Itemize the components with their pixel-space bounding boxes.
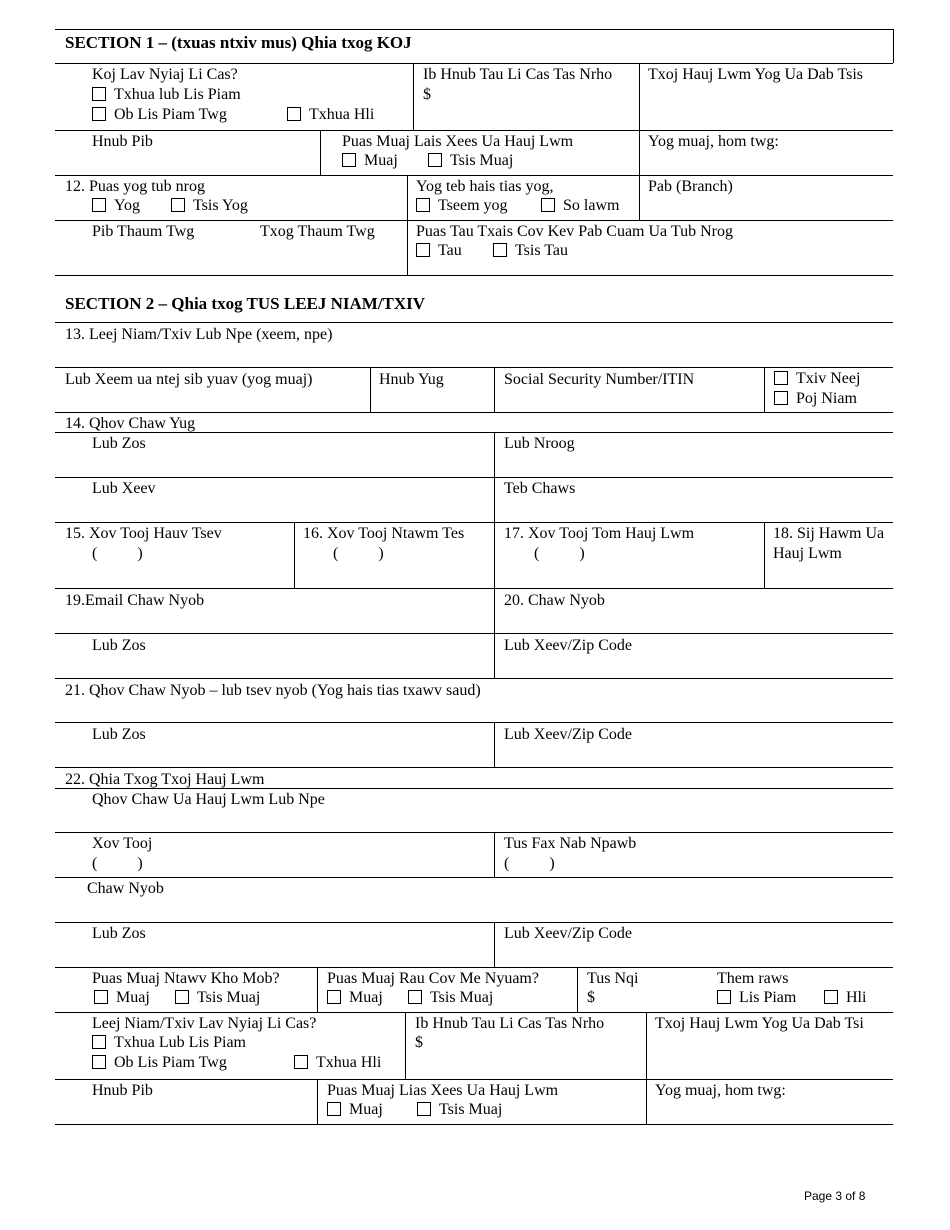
q16-cell-phone-label: 16. Xov Tooj Ntawm Tes [303, 525, 465, 542]
paid-leave-label: Puas Muaj Lais Xees Ua Hauj Lwm [342, 133, 574, 150]
parent-income-currency: $ [415, 1034, 423, 1051]
military-label: 12. Puas yog tub nrog [65, 178, 205, 195]
pay-frequency-label: Koj Lav Nyiaj Li Cas? [92, 66, 238, 83]
job-label: Txoj Hauj Lwm Yog Ua Dab Tsis [648, 66, 864, 83]
mother-label: Poj Niam [796, 390, 857, 407]
premium-amount-label: Tus Nqi [587, 970, 639, 987]
work-phone-paren: ( ) [534, 545, 585, 562]
military-no-label: Tsis Yog [193, 197, 248, 214]
residence-state-zip-label: Lub Xeev/Zip Code [504, 726, 632, 743]
children-coverage-label: Puas Muaj Rau Cov Me Nyuam? [327, 970, 539, 987]
birth-county-label: Lub Nroog [504, 435, 575, 452]
q19-email-label: 19.Email Chaw Nyob [65, 592, 205, 609]
birth-city-label: Lub Zos [92, 435, 146, 452]
q17-work-phone-label: 17. Xov Tooj Tom Hauj Lwm [504, 525, 695, 542]
benefits-not-received-label: Tsis Tau [515, 242, 569, 259]
start-date-label: Hnub Pib [92, 133, 153, 150]
benefits-not-received-checkbox[interactable] [493, 243, 507, 257]
children-no-label: Tsis Muaj [430, 989, 494, 1006]
address-city-label: Lub Zos [92, 637, 146, 654]
weekly-checkbox[interactable] [92, 87, 106, 101]
employer-address-label: Chaw Nyob [87, 880, 164, 897]
birth-state-label: Lub Xeev [92, 480, 156, 497]
parent-leave-no-checkbox[interactable] [417, 1102, 431, 1116]
military-yes-checkbox[interactable] [92, 198, 106, 212]
active-checkbox[interactable] [416, 198, 430, 212]
q20-address-label: 20. Chaw Nyob [504, 592, 605, 609]
active-label: Tseem yog [438, 197, 508, 214]
employer-name-label: Qhov Chaw Ua Hauj Lwm Lub Npe [92, 791, 325, 808]
home-phone-paren: ( ) [92, 545, 143, 562]
paid-leave-no-checkbox[interactable] [428, 153, 442, 167]
retired-label: So lawm [563, 197, 620, 214]
monthly-label: Txhua Hli [309, 106, 375, 123]
retired-checkbox[interactable] [541, 198, 555, 212]
children-yes-label: Muaj [349, 989, 383, 1006]
parent-leave-yes-checkbox[interactable] [327, 1102, 341, 1116]
ssn-label: Social Security Number/ITIN [504, 371, 695, 388]
military-yes-label: Yog [114, 197, 140, 214]
vet-benefits-label: Puas Tau Txais Cov Kev Pab Cuam Ua Tub Nrog [416, 223, 733, 240]
parent-biweekly-label: Ob Lis Piam Twg [114, 1054, 227, 1071]
paid-leave-no-label: Tsis Muaj [450, 152, 514, 169]
maiden-name-label: Lub Xeem ua ntej sib yuav (yog muaj) [65, 371, 313, 388]
monthly-checkbox[interactable] [287, 107, 301, 121]
benefits-received-label: Tau [438, 242, 462, 259]
parent-paid-leave-label: Puas Muaj Lias Xees Ua Hauj Lwm [327, 1082, 559, 1099]
if-military-label: Yog teb hais tias yog, [416, 178, 554, 195]
paid-leave-yes-checkbox[interactable] [342, 153, 356, 167]
address-state-zip-label: Lub Xeev/Zip Code [504, 637, 632, 654]
employer-fax-label: Tus Fax Nab Npawb [504, 835, 637, 852]
children-yes-checkbox[interactable] [327, 990, 341, 1004]
premium-weekly-label: Lis Piam [739, 989, 797, 1006]
income-currency: $ [423, 86, 431, 103]
paid-per-label: Them raws [717, 970, 789, 987]
q18-work-hours-line1: 18. Sij Hawm Ua [773, 525, 885, 542]
q18-work-hours-line2: Hauj Lwm [773, 545, 842, 562]
section2-title: SECTION 2 – Qhia txog TUS LEEJ NIAM/TXIV [65, 294, 426, 313]
residence-city-label: Lub Zos [92, 726, 146, 743]
q14-birthplace: 14. Qhov Chaw Yug [65, 415, 196, 432]
benefits-received-checkbox[interactable] [416, 243, 430, 257]
health-yes-checkbox[interactable] [94, 990, 108, 1004]
end-time-label: Txog Thaum Twg [260, 223, 375, 240]
parent-monthly-checkbox[interactable] [294, 1055, 308, 1069]
employer-phone-paren: ( ) [92, 855, 143, 872]
dob-label: Hnub Yug [379, 371, 444, 388]
biweekly-label: Ob Lis Piam Twg [114, 106, 227, 123]
father-checkbox[interactable] [774, 371, 788, 385]
health-no-checkbox[interactable] [175, 990, 189, 1004]
q15-home-phone-label: 15. Xov Tooj Hauv Tsev [65, 525, 222, 542]
page-number: Page 3 of 8 [804, 1189, 866, 1203]
branch-label: Pab (Branch) [648, 178, 733, 195]
weekly-label: Txhua lub Lis Piam [114, 86, 241, 103]
employer-fax-paren: ( ) [504, 855, 555, 872]
q22-employment-label: 22. Qhia Txog Txoj Hauj Lwm [65, 771, 265, 788]
military-no-checkbox[interactable] [171, 198, 185, 212]
parent-biweekly-checkbox[interactable] [92, 1055, 106, 1069]
biweekly-checkbox[interactable] [92, 107, 106, 121]
start-time-label: Pib Thaum Twg [92, 223, 195, 240]
income-label: Ib Hnub Tau Li Cas Tas Nrho [423, 66, 613, 83]
parent-if-yes-label: Yog muaj, hom twg: [655, 1082, 786, 1099]
employer-state-zip-label: Lub Xeev/Zip Code [504, 925, 632, 942]
parent-pay-label: Leej Niam/Txiv Lav Nyiaj Li Cas? [92, 1015, 317, 1032]
children-no-checkbox[interactable] [408, 990, 422, 1004]
mother-checkbox[interactable] [774, 391, 788, 405]
q13-parent-name: 13. Leej Niam/Txiv Lub Npe (xeem, npe) [65, 326, 333, 343]
paid-leave-yes-label: Muaj [364, 152, 398, 169]
parent-job-label: Txoj Hauj Lwm Yog Ua Dab Tsi [655, 1015, 864, 1032]
parent-leave-no-label: Tsis Muaj [439, 1101, 503, 1118]
health-yes-label: Muaj [116, 989, 150, 1006]
q21-residence-label: 21. Qhov Chaw Nyob – lub tsev nyob (Yog hais tias txawv saud) [65, 682, 481, 699]
parent-income-label: Ib Hnub Tau Li Cas Tas Nrho [415, 1015, 605, 1032]
premium-monthly-label: Hli [846, 989, 867, 1006]
cell-phone-paren: ( ) [333, 545, 384, 562]
if-yes-label: Yog muaj, hom twg: [648, 133, 779, 150]
health-no-label: Tsis Muaj [197, 989, 261, 1006]
birth-country-label: Teb Chaws [504, 480, 576, 497]
section1-title: SECTION 1 – (txuas ntxiv mus) Qhia txog KOJ [65, 33, 412, 52]
father-label: Txiv Neej [796, 370, 861, 387]
parent-weekly-label: Txhua Lub Lis Piam [114, 1034, 246, 1051]
employer-phone-label: Xov Tooj [92, 835, 153, 852]
parent-start-date-label: Hnub Pib [92, 1082, 153, 1099]
parent-weekly-checkbox[interactable] [92, 1035, 106, 1049]
parent-monthly-label: Txhua Hli [316, 1054, 382, 1071]
premium-currency: $ [587, 989, 595, 1006]
parent-leave-yes-label: Muaj [349, 1101, 383, 1118]
health-insurance-label: Puas Muaj Ntawv Kho Mob? [92, 970, 280, 987]
premium-weekly-checkbox[interactable] [717, 990, 731, 1004]
premium-monthly-checkbox[interactable] [824, 990, 838, 1004]
employer-city-label: Lub Zos [92, 925, 146, 942]
